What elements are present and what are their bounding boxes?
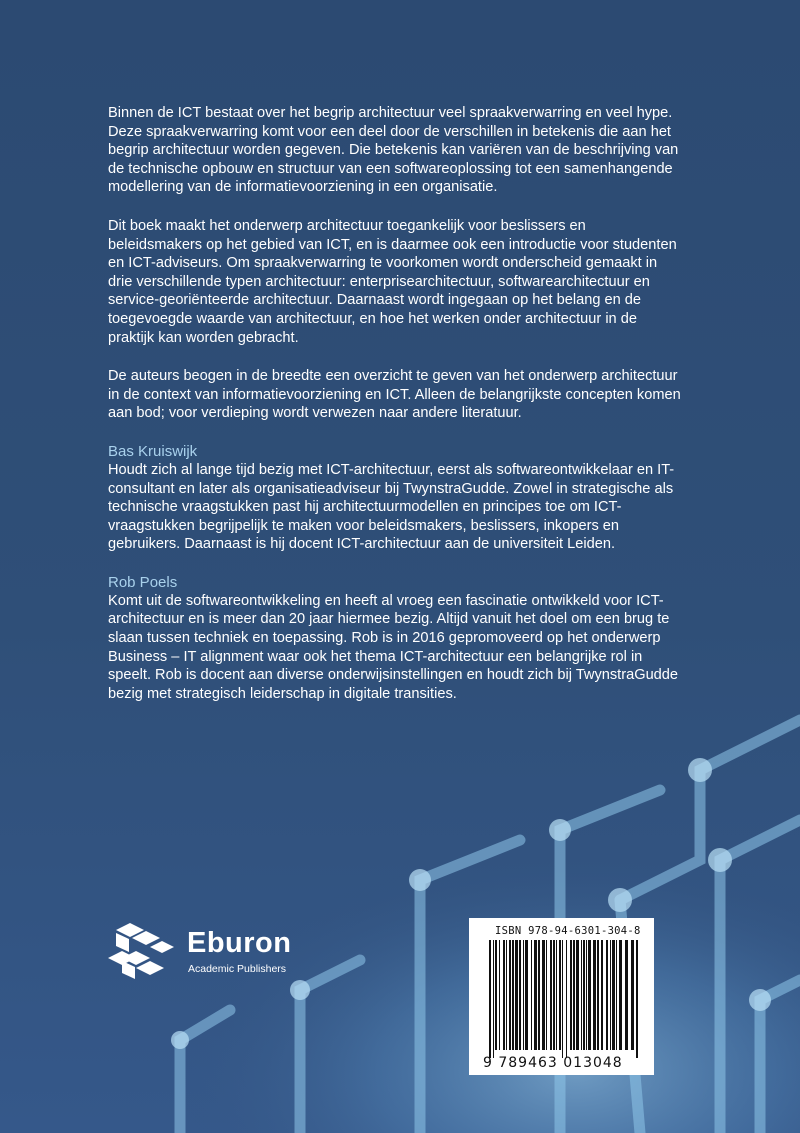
barcode-bar (503, 940, 505, 1050)
barcode-bar (610, 940, 611, 1050)
barcode-bar (546, 940, 547, 1050)
barcode-bar (625, 940, 628, 1050)
barcode-bar (493, 940, 494, 1058)
author-bio-1: Houdt zich al lange tijd bezig met ICT-architectuur, eerst als softwareontwikkelaar en IT-consultant en later als organisatieadviseur bij TwynstraGudde. Zowel in strategische als technische vraagstukken past hij architectuurmodellen en principes toe om ICT-vraagstukken begrijpelijk te maken voor beleidsmakers, beslissers, inkopers en gebruikers. Daarnaast is hij docent ICT-architectuur aan de universiteit Leiden. (108, 461, 675, 553)
barcode-bar (534, 940, 537, 1050)
barcode-bar (519, 940, 521, 1050)
author-bio-2: Komt uit de softwareontwikkeling en heeft al vroeg een fascinatie ontwikkeld voor ICT-architectuur en is meer dan 20 jaar hiermee bezig. Altijd vanuit het doel om een brug te slaan tussen techniek en toepassing. Rob is in 2016 gepromoveerd op het onderwerp Business – IT alignment waar ook het thema ICT-architectuur een belangrijke rol in speelt. Rob is docent aan diverse onderwijsinstellingen en houdt zich bij TwynstraGudde bezig met strategisch leiderschap in digitale transities. (108, 592, 679, 702)
barcode-bar (538, 940, 540, 1050)
blurb-paragraph-2: Dit boek maakt het onderwerp architectuur toegankelijk voor beslissers en beleidsmakers op het gebied van ICT, en is daarmee ook een introductie voor studenten en ICT-adviseurs. Om spraakverwarring te voorkomen wordt onderscheid gemaakt in drie verschillende typen architectuur: enterprisearchitectuur, softwarearchitectuur en service-georiënteerde architectuur. Daarnaast wordt ingegaan op het belang en de toegevoegde waarde van architectuur, en hoe het werken onder architectuur in de praktijk kan worden gebracht. (108, 217, 677, 346)
author-name-1: Bas Kruiswijk (108, 442, 198, 460)
barcode-bar (562, 940, 563, 1058)
barcode-bar (556, 940, 557, 1050)
barcode-bar (553, 940, 555, 1050)
barcode-bar (523, 940, 524, 1050)
barcode-bar (559, 940, 561, 1050)
barcode-bar (606, 940, 608, 1050)
barcode-bar (588, 940, 591, 1050)
blurb-paragraph-3: De auteurs beogen in de breedte een overzicht te geven van het onderwerp architectuur in de context van informatievoorziening en ICT. Alleen de belangrijkste concepten komen aan bod; voor verdieping wordt verwezen naar andere literatuur. (108, 368, 681, 422)
cubes-logo-icon (108, 921, 178, 981)
barcode-bar (489, 940, 491, 1058)
barcode-bar (573, 940, 575, 1050)
isbn-barcode (469, 918, 654, 1075)
barcode-bar (576, 940, 579, 1050)
barcode-bar (509, 940, 511, 1050)
publisher-logo (108, 921, 328, 981)
barcode-bar (601, 940, 603, 1050)
publisher-name: Eburon (187, 927, 292, 959)
barcode-bar (525, 940, 528, 1050)
isbn-label: ISBN 978-94-6301-304-8 (495, 925, 641, 937)
barcode-bar (515, 940, 518, 1050)
barcode-bar (597, 940, 599, 1050)
barcode-bar (570, 940, 572, 1050)
barcode-bar (612, 940, 615, 1050)
blurb-text (108, 104, 683, 723)
ean-digits: 9 789463 013048 (483, 1055, 623, 1071)
barcode-bar (616, 940, 617, 1050)
barcode-bars (489, 940, 639, 1058)
barcode-bar (512, 940, 514, 1050)
barcode-bar (495, 940, 497, 1050)
publisher-subtitle: Academic Publishers (188, 963, 287, 975)
barcode-bar (499, 940, 500, 1050)
barcode-bar (542, 940, 545, 1050)
barcode-bar (593, 940, 596, 1050)
barcode-bar (631, 940, 634, 1050)
blurb-paragraph-1: Binnen de ICT bestaat over het begrip architectuur veel spraakverwarring en veel hype. Deze spraakverwarring komt voor een deel door de verschillen in betekenis die aan het begrip architectuur worden gegeven. Die betekenis kan variëren van de beschrijving van de technische opbouw en structuur van een softwareoplossing tot een samenhangende modellering van de informatievoorziening in een organisatie. (108, 105, 679, 196)
barcode-bar (636, 940, 638, 1058)
barcode-bar (581, 940, 582, 1050)
barcode-bar (566, 940, 567, 1058)
barcode-bar (550, 940, 552, 1050)
barcode-bar (531, 940, 532, 1050)
barcode-bar (586, 940, 587, 1050)
author-name-2: Rob Poels (108, 573, 178, 591)
barcode-bar (619, 940, 622, 1050)
barcode-bar (583, 940, 585, 1050)
barcode-bar (506, 940, 507, 1050)
